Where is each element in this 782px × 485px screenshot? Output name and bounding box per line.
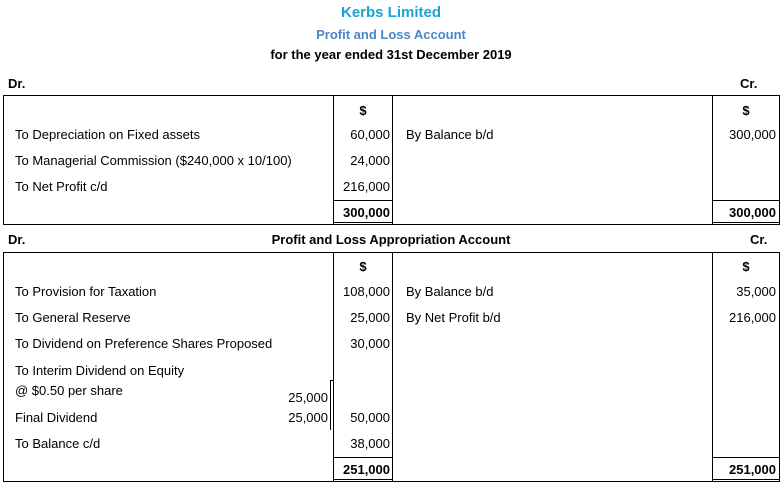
pl-credit-label: By Balance b/d xyxy=(406,127,494,142)
pl-debit-amount: 216,000 xyxy=(343,179,390,194)
pl-dr-label: Dr. xyxy=(8,76,26,91)
appr-debit-amount: 50,000 xyxy=(350,410,390,425)
appr-credit-label: By Net Profit b/d xyxy=(406,310,501,325)
appr-credit-amount: 216,000 xyxy=(729,310,776,325)
appr-debit-total: 251,000 xyxy=(343,462,390,477)
appr-debit-label-cont: @ $0.50 per share xyxy=(15,383,123,398)
appr-dr-currency: $ xyxy=(359,259,367,274)
appr-debit-label: To Balance c/d xyxy=(15,436,101,451)
appr-credit-amount: 35,000 xyxy=(736,284,776,299)
appr-debit-label: To Provision for Taxation xyxy=(15,284,157,299)
pl-debit-amount: 24,000 xyxy=(350,153,390,168)
appr-debit-amount: 38,000 xyxy=(350,436,390,451)
appr-debit-amount: 25,000 xyxy=(350,310,390,325)
pl-debit-amount: 60,000 xyxy=(350,127,390,142)
pl-debit-label: To Managerial Commission ($240,000 x 10/100) xyxy=(15,153,292,168)
appr-cr-currency: $ xyxy=(742,259,750,274)
appr-debit-amount: 108,000 xyxy=(343,284,390,299)
pl-credit-amount: 300,000 xyxy=(729,127,776,142)
statement-title: Profit and Loss Account xyxy=(316,27,466,42)
appr-dr-label: Dr. xyxy=(8,232,26,247)
appr-title: Profit and Loss Appropriation Account xyxy=(271,232,511,247)
appr-debit-label: Final Dividend xyxy=(15,410,98,425)
appr-sub-amount: 25,000 xyxy=(288,410,328,425)
pl-dr-currency: $ xyxy=(359,103,367,118)
pl-debit-total: 300,000 xyxy=(343,205,390,220)
appr-debit-label: To Interim Dividend on Equity xyxy=(15,363,185,378)
appr-credit-label: By Balance b/d xyxy=(406,284,494,299)
appr-debit-label: To Dividend on Preference Shares Proposed xyxy=(15,336,273,351)
appr-cr-label: Cr. xyxy=(750,232,768,247)
appr-debit-amount: 30,000 xyxy=(350,336,390,351)
appr-sub-amount: 25,000 xyxy=(288,390,328,405)
appr-credit-total: 251,000 xyxy=(729,462,776,477)
pl-cr-label: Cr. xyxy=(740,76,758,91)
pl-cr-currency: $ xyxy=(742,103,750,118)
company-name: Kerbs Limited xyxy=(340,4,442,21)
appr-debit-label: To General Reserve xyxy=(15,310,131,325)
pl-debit-label: To Depreciation on Fixed assets xyxy=(15,127,200,142)
statement-period: for the year ended 31st December 2019 xyxy=(270,47,512,62)
pl-debit-label: To Net Profit c/d xyxy=(15,179,108,194)
pl-credit-total: 300,000 xyxy=(729,205,776,220)
